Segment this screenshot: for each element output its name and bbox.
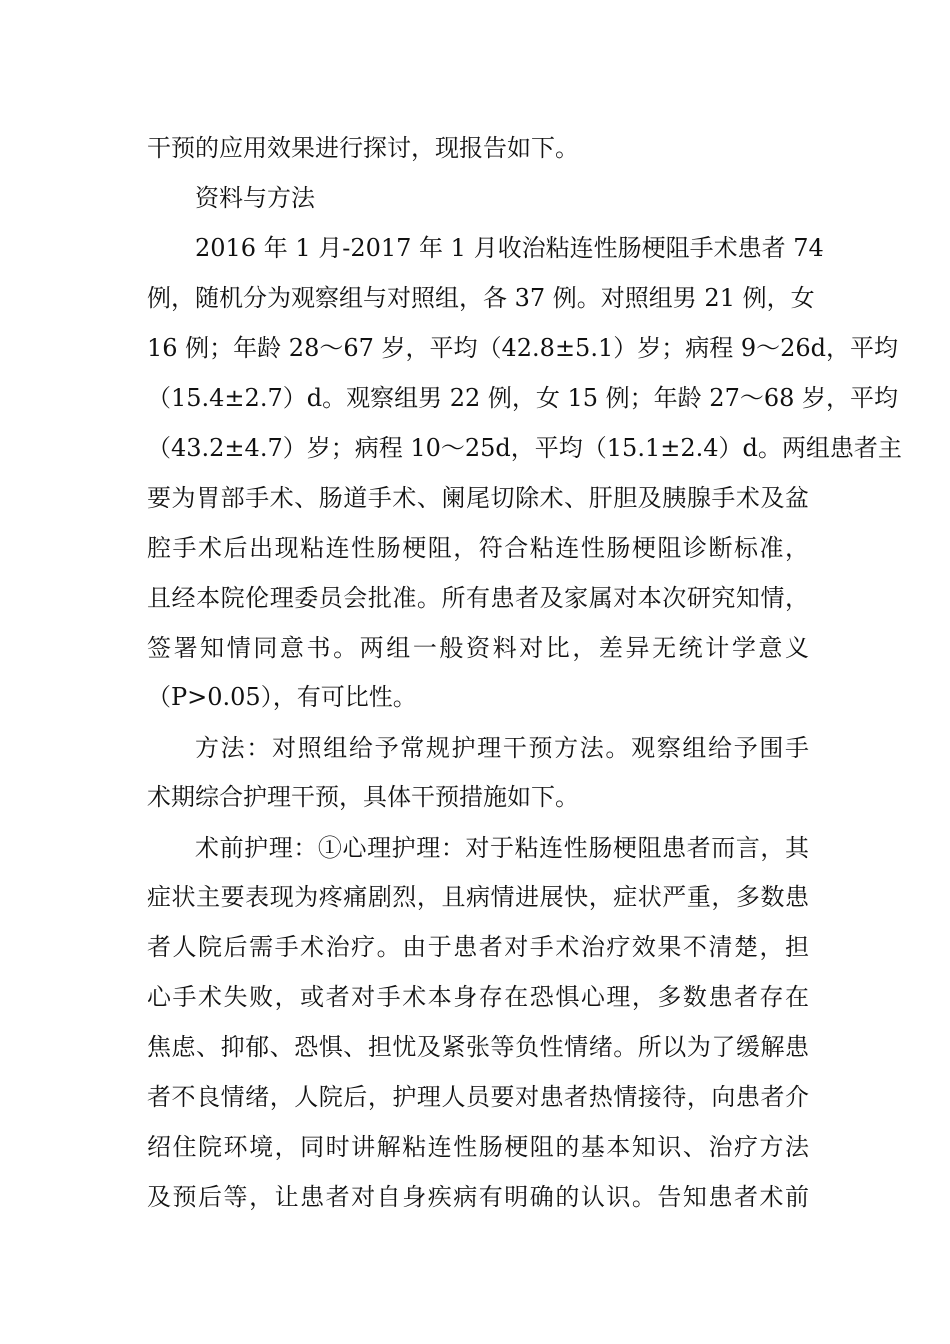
text-line: （15.4±2.7）d。观察组男 22 例，女 15 例；年龄 27～68 岁，平均 xyxy=(147,384,899,412)
text-line: 方法：对照组给予常规护理干预方法。观察组给予围手 xyxy=(195,734,809,762)
text-line: （P>0.05），有可比性。 xyxy=(147,683,417,711)
text-line: 及预后等，让患者对自身疾病有明确的认识。告知患者术前 xyxy=(147,1183,809,1211)
text-line: 者人院后需手术治疗。由于患者对手术治疗效果不清楚，担 xyxy=(147,933,809,961)
text-line: 例，随机分为观察组与对照组，各 37 例。对照组男 21 例，女 xyxy=(147,284,815,312)
text-line: 绍住院环境，同时讲解粘连性肠梗阻的基本知识、治疗方法 xyxy=(147,1133,809,1161)
text-line: 焦虑、抑郁、恐惧、担忧及紧张等负性情绪。所以为了缓解患 xyxy=(147,1033,809,1061)
text-line: 症状主要表现为疼痛剧烈，且病情进展快，症状严重，多数患 xyxy=(147,883,809,911)
text-line: 术前护理：①心理护理：对于粘连性肠梗阻患者而言，其 xyxy=(195,834,809,862)
text-line: 术期综合护理干预，具体干预措施如下。 xyxy=(147,783,579,811)
text-line: 干预的应用效果进行探讨，现报告如下。 xyxy=(147,134,579,162)
text-line: 2016 年 1 月-2017 年 1 月收治粘连性肠梗阻手术患者 74 xyxy=(195,234,824,262)
text-line: 签署知情同意书。两组一般资料对比，差异无统计学意义 xyxy=(147,634,809,662)
text-line: 且经本院伦理委员会批准。所有患者及家属对本次研究知情， xyxy=(147,584,809,612)
text-line: （43.2±4.7）岁；病程 10～25d，平均（15.1±2.4）d。两组患者主 xyxy=(147,434,902,462)
text-line: 心手术失败，或者对手术本身存在恐惧心理，多数患者存在 xyxy=(147,983,809,1011)
text-line: 要为胃部手术、肠道手术、阑尾切除术、肝胆及胰腺手术及盆 xyxy=(147,484,809,512)
text-line: 者不良情绪，人院后，护理人员要对患者热情接待，向患者介 xyxy=(147,1083,809,1111)
text-line: 腔手术后出现粘连性肠梗阻，符合粘连性肠梗阻诊断标准， xyxy=(147,534,809,562)
section-heading: 资料与方法 xyxy=(195,184,315,212)
text-line: 16 例；年龄 28～67 岁，平均（42.8±5.1）岁；病程 9～26d，平均 xyxy=(147,334,899,362)
